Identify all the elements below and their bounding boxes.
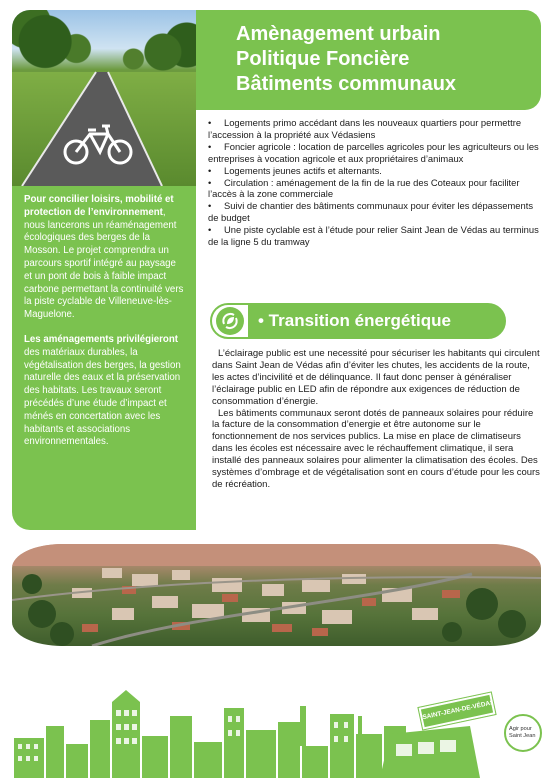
logo-line-1: Agir pour [509,726,532,732]
bullet-item [208,200,542,224]
bullet-text: Circulation : aménagement de la fin de la rue des Coteaux pour faciliter l’accès à la zone commerciale [208,176,520,200]
left-paragraph-2-text: des matériaux durables, la végétalisation des berges, la gestion naturelle des eaux et la préservation des habitats. Les travaux seront précédés d’une étude d’impact et ménés en concertation avec les habitants et associations environnementales. [24,346,181,448]
bullet-text: Suivi de chantier des bâtiments communaux pour éviter les dépassements de budget [208,200,534,224]
left-paragraph-1-text: , nous lancerons un réaménagement écologiques des berges de la Mosson. Le projet comprendra un parcours sportif intégré au paysage et un pont de bois à faible impact carbone permettant la continuité vers la piste cyclable de Villeneuve-lès-Maguelone. [24,206,184,321]
bullet-marker: • [208,176,212,188]
aerial-town-graphic [12,544,541,646]
leaf-refresh-icon [216,307,244,335]
bullet-text: Logements jeunes actifs et alternants. [224,164,382,176]
section-icon-container [212,305,248,337]
bullet-item [208,165,542,177]
bike-path-photo [12,10,196,186]
aerial-town-photo [12,544,541,646]
policy-bullet-list [208,117,542,248]
bullet-text: Foncier agricole : location de parcelles agricoles pour les agriculteurs ou les entreprises à vocation agricole et aux propriétaires d’animaux [208,140,539,164]
logo-line-2: Saint Jean [509,733,536,739]
left-paragraph-2-bold: Les aménagements privilégieront [24,333,178,345]
title-banner [196,10,541,110]
bullet-text: Une piste cyclable est à l’étude pour relier Saint Jean de Védas au terminus de la ligne 5 du tramway [208,224,539,248]
bullet-marker: • [208,164,212,176]
left-paragraph-2 [24,334,186,449]
bullet-marker: • [208,117,212,128]
bullet-marker: • [208,200,212,212]
energy-paragraph-2: Les bâtiments communaux seront dotés de panneaux solaires pour réduire la facture de la consommation d’energie et être autonome sur le fonctionnement de nos services publics. La mise en place de climatiseurs dans les écoles est nécessaire avec le réchauffement climatique, il sera installé des panneaux solaires pour alimenter la climatisation des écoles. Des systèmes d’ombrage et de végétalisation sont en cours d’étude pour les cours de récréation. [212,407,540,490]
energy-paragraph-1: L’éclairage public est une necessité pour sécuriser les habitants qui circulent dans Saint Jean de Védas afin d’éviter les chutes, les accidents de la route, les actes d’incivilité et de délinquance. Il faut donc penser à généraliser l’éclairage public en LED afin de répondre aux exigences de réduction de consommation d’énergie. [212,348,540,407]
bullet-marker: • [208,224,212,236]
energy-text-block [212,348,542,491]
bullet-marker: • [208,140,212,152]
city-sign: SAINT-JEAN-DE-VÉDAS [419,693,496,730]
title-line-2: Politique Foncière [236,48,410,70]
bullet-text: Logements primo accédant dans les nouveaux quartiers pour permettre l’accession à la propriété aux Védasiens [208,117,522,140]
bike-road-graphic [12,10,196,186]
title-line-1: Amènagement urbain [236,23,441,45]
section-title: • Transition énergétique [258,311,451,330]
left-paragraph-1-bold: Pour concilier loisirs, mobilité et protection de l’environnement [24,194,174,218]
bullet-item [208,177,542,201]
left-paragraph-1 [24,194,186,322]
left-text-panel [12,186,196,530]
bullet-item [208,117,542,141]
title-line-3: Bâtiments communaux [236,73,457,95]
agir-logo [504,714,542,752]
bullet-item [208,224,542,248]
energy-section-header [210,303,506,339]
bullet-item [208,141,542,165]
